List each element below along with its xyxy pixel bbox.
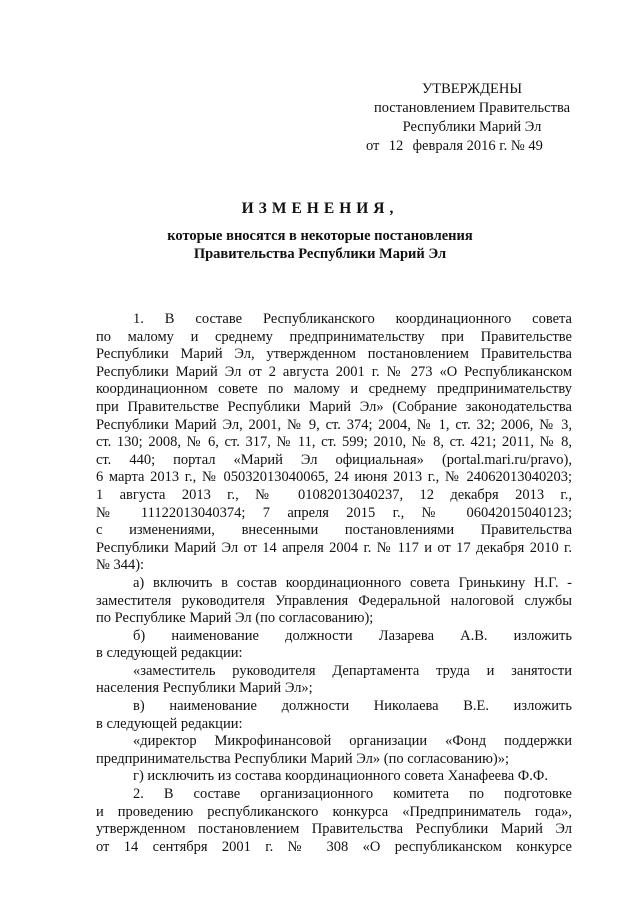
text-line: заместителя руководителя Управления Федеральной налоговой службы	[96, 592, 572, 609]
text-line: при Правительстве Республики Марий Эл» (Собрание законодательства	[96, 398, 572, 415]
approval-stamp	[362, 80, 582, 156]
approval-heading: УТВЕРЖДЕНЫ	[421, 81, 523, 97]
document-subtitle	[0, 227, 640, 263]
item-b	[96, 628, 572, 663]
paragraph-1	[96, 311, 572, 575]
text-line: «заместитель руководителя Департамента труда и занятости	[133, 662, 572, 679]
text-line: 2. В составе организационного комитета по подготовке	[133, 786, 572, 803]
text-line: Республики Марий Эл, 2001, № 9, ст. 374; 2004, № 1, ст. 32; 2006, № 3,	[96, 416, 572, 433]
text-line: № 344):	[96, 557, 145, 574]
text-line: ст. 130; 2008, № 6, ст. 317, № 11, ст. 599; 2010, № 8, ст. 421; 2011, № 8,	[96, 434, 572, 451]
text-line: № 11122013040374; 7 апреля 2015 г., № 06042015040123;	[96, 504, 572, 521]
approval-date	[362, 137, 582, 156]
text-line: а) включить в состав координационного совета Гринькину Н.Г. -	[133, 574, 572, 591]
subtitle-line-2: Правительства Республики Марий Эл	[193, 246, 447, 262]
item-b-quote	[96, 663, 572, 698]
text-line: в следующей редакции:	[96, 715, 243, 732]
subtitle-line-1: которые вносятся в некоторые постановления	[167, 228, 473, 244]
text-line: утвержденном постановлением Правительства Республики Марий Эл	[96, 821, 572, 838]
approval-line-1: постановлением Правительства	[373, 100, 571, 116]
approval-date-rest: февраля 2016 г. № 49	[412, 138, 543, 154]
text-line: 1 августа 2013 г., № 01082013040237, 12 декабря 2013 г.,	[96, 486, 572, 503]
text-line: «директор Микрофинансовой организации «Фонд поддержки	[133, 733, 572, 750]
paragraph-2	[96, 786, 572, 856]
text-line: 1. В составе Республиканского координационного совета	[133, 311, 572, 327]
item-v-quote	[96, 733, 572, 768]
item-g	[96, 768, 572, 786]
item-a	[96, 575, 572, 628]
text-line: населения Республики Марий Эл»;	[96, 680, 313, 697]
text-line: и проведению республиканского конкурса «Предприниматель года»,	[96, 803, 572, 820]
approval-day: 12	[388, 138, 404, 154]
document-body	[96, 311, 572, 856]
text-line: г) исключить из состава координационного совета Ханафеева Ф.Ф.	[133, 768, 548, 785]
text-line: с изменениями, внесенными постановлениями Правительства	[96, 522, 572, 539]
text-line: ст. 440; портал «Марий Эл официальная» (portal.mari.ru/pravo),	[96, 451, 572, 468]
text-line: по малому и среднему предпринимательству при Правительстве	[96, 328, 572, 345]
text-line: предпринимательства Республики Марий Эл» (по согласованию)»;	[96, 750, 510, 767]
text-line: 6 марта 2013 г., № 05032013040065, 24 июня 2013 г., № 24062013040203;	[96, 469, 572, 486]
text-line: от 14 сентября 2001 г. № 308 «О республиканском конкурсе	[96, 838, 572, 855]
approval-date-prefix: от	[366, 138, 380, 154]
text-line: Республики Марий Эл от 14 апреля 2004 г. № 117 и от 17 декабря 2010 г.	[96, 539, 572, 556]
text-line: координационном совете по малому и среднему предпринимательству	[96, 381, 572, 398]
text-line: в) наименование должности Николаева В.Е. изложить	[133, 698, 572, 715]
text-line: в следующей редакции:	[96, 645, 243, 662]
text-line: б) наименование должности Лазарева А.В. изложить	[133, 627, 572, 644]
document-title: ИЗМЕНЕНИЯ,	[241, 200, 399, 217]
text-line: Республики Марий Эл от 2 августа 2001 г. № 273 «О Республиканском	[96, 363, 572, 380]
item-v	[96, 698, 572, 733]
approval-line-2: Республики Марий Эл	[402, 119, 542, 135]
text-line: по Республике Марий Эл (по согласованию);	[96, 610, 374, 627]
text-line: Республики Марий Эл, утвержденном постановлением Правительства	[96, 346, 572, 363]
